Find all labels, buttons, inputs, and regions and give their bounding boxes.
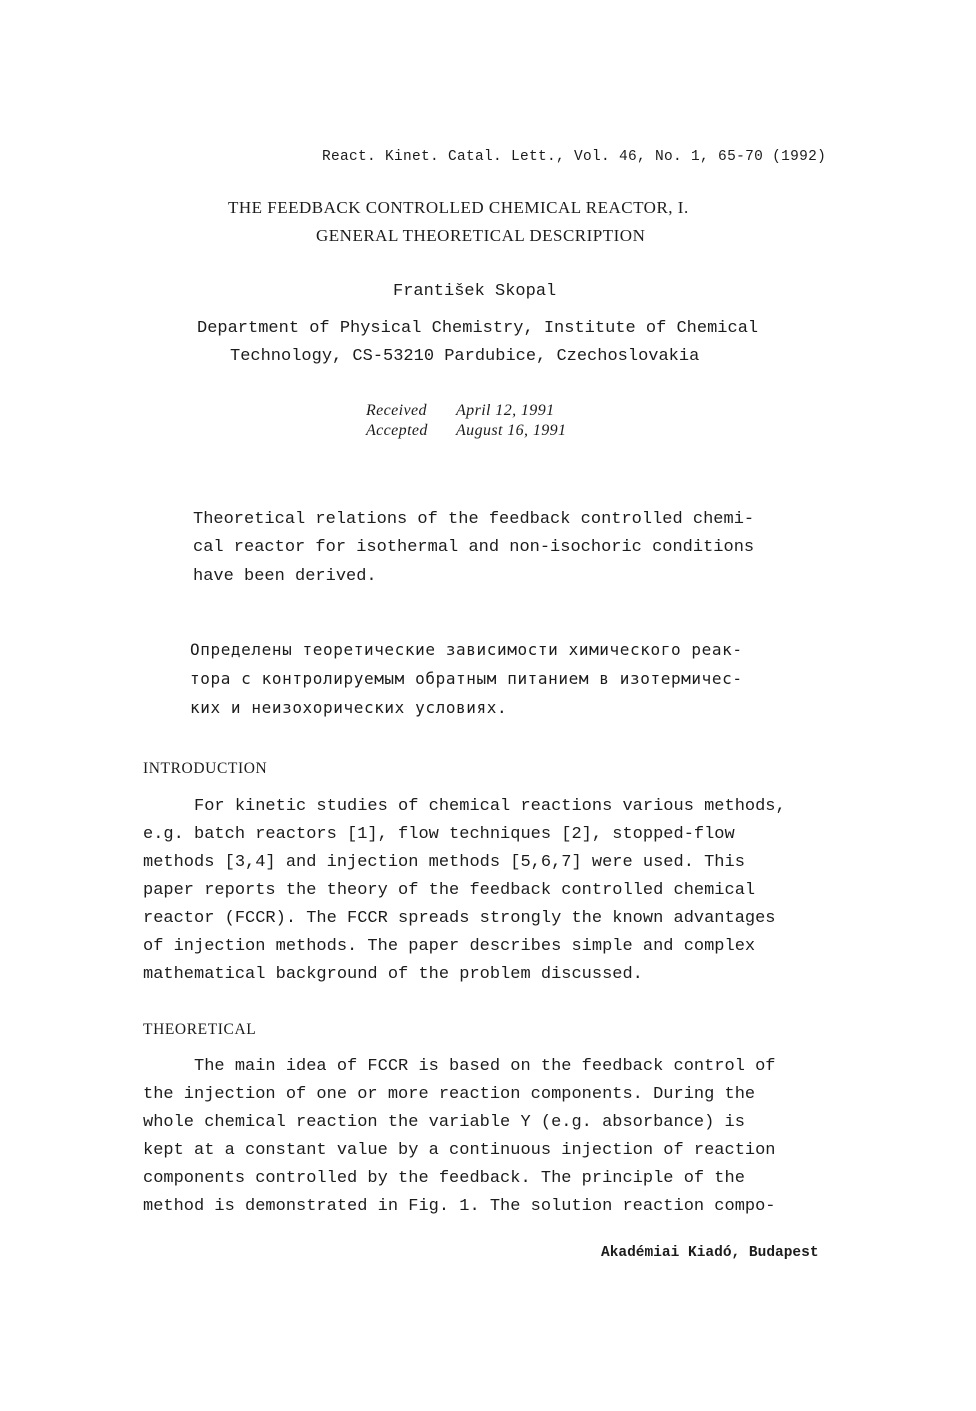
- paragraph-line: methods [3,4] and injection methods [5,6,7] were used. This: [143, 853, 745, 872]
- author-name: František Skopal: [393, 282, 557, 301]
- abstract-ru-line: ких и неизохорических условиях.: [190, 698, 508, 717]
- paragraph-line: For kinetic studies of chemical reactions various methods,: [143, 797, 786, 816]
- abstract-ru-line: тора с контролируемым обратным питанием в изотермичес-: [190, 669, 743, 688]
- received-date-line: [366, 402, 555, 420]
- accepted-date-line: [366, 422, 566, 440]
- paragraph-line: whole chemical reaction the variable Y (e.g. absorbance) is: [143, 1113, 745, 1132]
- paragraph-line: components controlled by the feedback. The principle of the: [143, 1169, 745, 1188]
- publisher-footer: Akadémiai Kiadó, Budapest: [601, 1245, 819, 1261]
- paragraph-line: the injection of one or more reaction components. During the: [143, 1085, 756, 1104]
- paragraph-line: method is demonstrated in Fig. 1. The solution reaction compo-: [143, 1197, 776, 1216]
- paragraph-line: kept at a constant value by a continuous injection of reaction: [143, 1141, 776, 1160]
- affiliation-line-1: Department of Physical Chemistry, Institute of Chemical: [197, 319, 759, 338]
- abstract-en-line: have been derived.: [193, 567, 377, 586]
- affiliation-line-2: Technology, CS-53210 Pardubice, Czechoslovakia: [230, 347, 700, 366]
- paragraph-line: reactor (FCCR). The FCCR spreads strongly the known advantages: [143, 909, 776, 928]
- accepted-date: August 16, 1991: [456, 422, 567, 439]
- title-line-2: GENERAL THEORETICAL DESCRIPTION: [316, 226, 646, 245]
- title-line-1: THE FEEDBACK CONTROLLED CHEMICAL REACTOR, I.: [228, 198, 689, 217]
- paragraph-line: The main idea of FCCR is based on the feedback control of: [143, 1057, 776, 1076]
- accepted-label: Accepted: [366, 422, 428, 439]
- section-heading: THEORETICAL: [143, 1021, 257, 1038]
- paragraph-line: e.g. batch reactors [1], flow techniques [2], stopped-flow: [143, 825, 735, 844]
- abstract-en-line: Theoretical relations of the feedback controlled chemi-: [193, 510, 755, 529]
- received-label: Received: [366, 402, 427, 419]
- journal-citation: React. Kinet. Catal. Lett., Vol. 46, No. 1, 65-70 (1992): [322, 149, 827, 165]
- paragraph-line: paper reports the theory of the feedback controlled chemical: [143, 881, 756, 900]
- paragraph-line: mathematical background of the problem discussed.: [143, 965, 643, 984]
- abstract-en-line: cal reactor for isothermal and non-isochoric conditions: [193, 538, 755, 557]
- received-date: April 12, 1991: [456, 402, 555, 419]
- abstract-ru-line: Определены теоретические зависимости химического реак-: [190, 640, 743, 659]
- paragraph-line: of injection methods. The paper describes simple and complex: [143, 937, 756, 956]
- section-heading: INTRODUCTION: [143, 760, 268, 777]
